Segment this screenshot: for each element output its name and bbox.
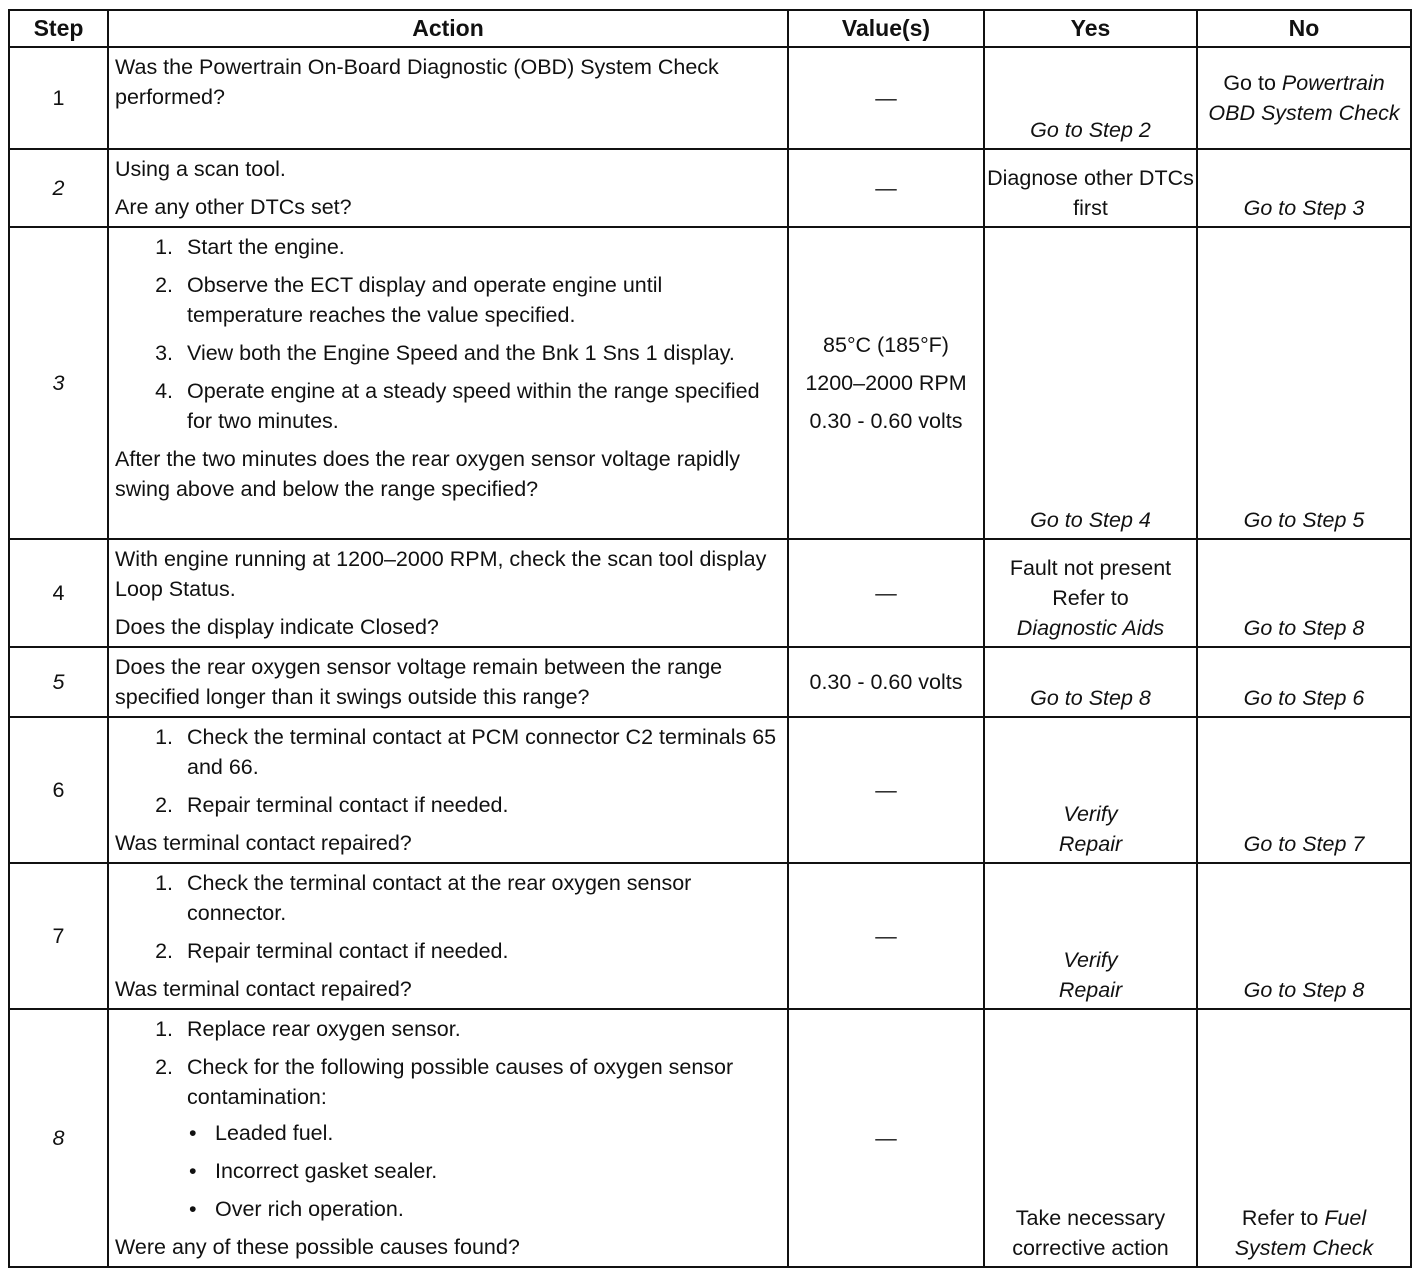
value-rpm: 1200–2000 RPM: [805, 371, 967, 395]
no-cell: [1197, 227, 1411, 539]
table-row-step-1: [9, 47, 1411, 149]
no-reference-link[interactable]: Fuel System Check: [1234, 1206, 1374, 1260]
value-cell: [788, 539, 984, 647]
yes-goto-link[interactable]: Go to Step 2: [1030, 118, 1151, 142]
yes-cell: [984, 717, 1197, 863]
step-number: 8: [9, 1009, 108, 1267]
value-cell: [788, 47, 984, 149]
yes-cell: [984, 539, 1197, 647]
action-cell: [108, 717, 788, 863]
table-row-step-7: [9, 863, 1411, 1009]
action-steps-list: [115, 232, 781, 436]
no-cell: [1197, 863, 1411, 1009]
header-yes: Yes: [984, 10, 1197, 47]
action-step: 2. Repair terminal contact if needed.: [179, 936, 781, 966]
header-no: No: [1197, 10, 1411, 47]
action-cell: [108, 647, 788, 717]
step-number: 4: [9, 539, 108, 647]
no-cell: [1197, 539, 1411, 647]
action-steps-list: [115, 868, 781, 966]
action-cell: [108, 1009, 788, 1267]
table-header-row: [9, 10, 1411, 47]
no-cell: [1197, 717, 1411, 863]
yes-text: Diagnose other DTCs first: [987, 166, 1194, 220]
yes-cell: [984, 47, 1197, 149]
header-step: Step: [9, 10, 108, 47]
causes-list: [115, 1118, 781, 1224]
value-text: —: [875, 176, 897, 200]
yes-cell: [984, 1009, 1197, 1267]
action-steps-list: [115, 1014, 781, 1112]
action-step: 2. Repair terminal contact if needed.: [179, 790, 781, 820]
action-step: 3. View both the Engine Speed and the Bnk 1 Sns 1 display.: [179, 338, 781, 368]
value-cell: [788, 863, 984, 1009]
yes-verify-link[interactable]: Verify Repair: [1058, 802, 1123, 856]
yes-goto-link[interactable]: Go to Step 4: [1030, 508, 1151, 532]
value-text: —: [875, 581, 897, 605]
no-cell: [1197, 1009, 1411, 1267]
no-goto-link[interactable]: Go to Step 3: [1243, 196, 1365, 220]
action-step-text: Check for the following possible causes of oxygen sensor contamination:: [187, 1055, 734, 1109]
yes-verify-link[interactable]: Verify Repair: [1058, 948, 1123, 1002]
header-values: Value(s): [788, 10, 984, 47]
value-cell: [788, 1009, 984, 1267]
value-text: —: [875, 1126, 897, 1150]
value-voltage: 0.30 - 0.60 volts: [809, 409, 963, 433]
yes-cell: [984, 149, 1197, 227]
diagnostic-table: [8, 9, 1412, 1268]
action-question: Was terminal contact repaired?: [115, 831, 412, 855]
table-row-step-3: [9, 227, 1411, 539]
action-question: Does the rear oxygen sensor voltage remain between the range specified longer than it swings outside this range?: [115, 655, 723, 709]
yes-text-line1: Fault not present: [1009, 556, 1172, 580]
action-cell: [108, 149, 788, 227]
cause-item: • Incorrect gasket sealer.: [215, 1156, 781, 1186]
no-cell: [1197, 647, 1411, 717]
value-text: —: [875, 778, 897, 802]
action-cell: [108, 227, 788, 539]
value-text: —: [875, 924, 897, 948]
no-goto-link[interactable]: Go to Step 5: [1243, 508, 1365, 532]
action-step: [179, 1052, 781, 1112]
step-number: 3: [9, 227, 108, 539]
cause-item: • Leaded fuel.: [215, 1118, 781, 1148]
action-step: 1. Check the terminal contact at PCM connector C2 terminals 65 and 66.: [179, 722, 781, 782]
value-cell: [788, 149, 984, 227]
action-step: 1. Replace rear oxygen sensor.: [179, 1014, 781, 1044]
table-row-step-2: [9, 149, 1411, 227]
action-question: Does the display indicate Closed?: [115, 615, 439, 639]
step-number: 5: [9, 647, 108, 717]
action-instruction: With engine running at 1200–2000 RPM, check the scan tool display Loop Status.: [115, 547, 767, 601]
action-question: Were any of these possible causes found?: [115, 1235, 520, 1259]
value-text: 0.30 - 0.60 volts: [809, 670, 963, 694]
action-question: Was terminal contact repaired?: [115, 977, 412, 1001]
action-step: 1. Start the engine.: [179, 232, 781, 262]
action-step: 2. Observe the ECT display and operate engine until temperature reaches the value specified.: [179, 270, 781, 330]
no-goto-link[interactable]: Go to Step 6: [1243, 686, 1365, 710]
no-reference-link[interactable]: Powertrain OBD System Check: [1208, 71, 1400, 125]
table-row-step-5: [9, 647, 1411, 717]
step-number: 7: [9, 863, 108, 1009]
step-number: 2: [9, 149, 108, 227]
table-row-step-8: [9, 1009, 1411, 1267]
action-steps-list: [115, 722, 781, 820]
action-question: After the two minutes does the rear oxygen sensor voltage rapidly swing above and below the range specified?: [115, 447, 741, 501]
yes-cell: [984, 227, 1197, 539]
cause-item: • Over rich operation.: [215, 1194, 781, 1224]
table-row-step-6: [9, 717, 1411, 863]
yes-reference-link[interactable]: Diagnostic Aids: [1016, 616, 1165, 640]
action-instruction: Using a scan tool.: [115, 157, 286, 181]
value-cell: [788, 647, 984, 717]
header-action: Action: [108, 10, 788, 47]
yes-text: Take necessary corrective action: [1012, 1206, 1169, 1260]
no-goto-link[interactable]: Go to Step 8: [1243, 978, 1365, 1002]
no-cell: [1197, 149, 1411, 227]
action-cell: [108, 863, 788, 1009]
step-number: 6: [9, 717, 108, 863]
action-cell: [108, 539, 788, 647]
value-cell: [788, 227, 984, 539]
no-prefix: Refer to: [1241, 1206, 1325, 1230]
no-prefix: Go to: [1223, 71, 1282, 95]
yes-cell: [984, 647, 1197, 717]
no-goto-link[interactable]: Go to Step 7: [1243, 832, 1365, 856]
diagnostic-table-container: [8, 9, 1412, 1268]
table-row-step-4: [9, 539, 1411, 647]
yes-text-line2: Refer to: [1052, 586, 1129, 610]
action-question: Are any other DTCs set?: [115, 195, 352, 219]
no-cell: [1197, 47, 1411, 149]
step-number: 1: [9, 47, 108, 149]
action-cell: [108, 47, 788, 149]
value-temperature: 85°C (185°F): [823, 333, 949, 357]
yes-cell: [984, 863, 1197, 1009]
action-step: 1. Check the terminal contact at the rear oxygen sensor connector.: [179, 868, 781, 928]
action-step: 4. Operate engine at a steady speed within the range specified for two minutes.: [179, 376, 781, 436]
no-goto-link[interactable]: Go to Step 8: [1243, 616, 1365, 640]
yes-goto-link[interactable]: Go to Step 8: [1030, 686, 1151, 710]
action-question: Was the Powertrain On-Board Diagnostic (OBD) System Check performed?: [115, 55, 719, 109]
value-text: —: [875, 86, 897, 110]
value-cell: [788, 717, 984, 863]
